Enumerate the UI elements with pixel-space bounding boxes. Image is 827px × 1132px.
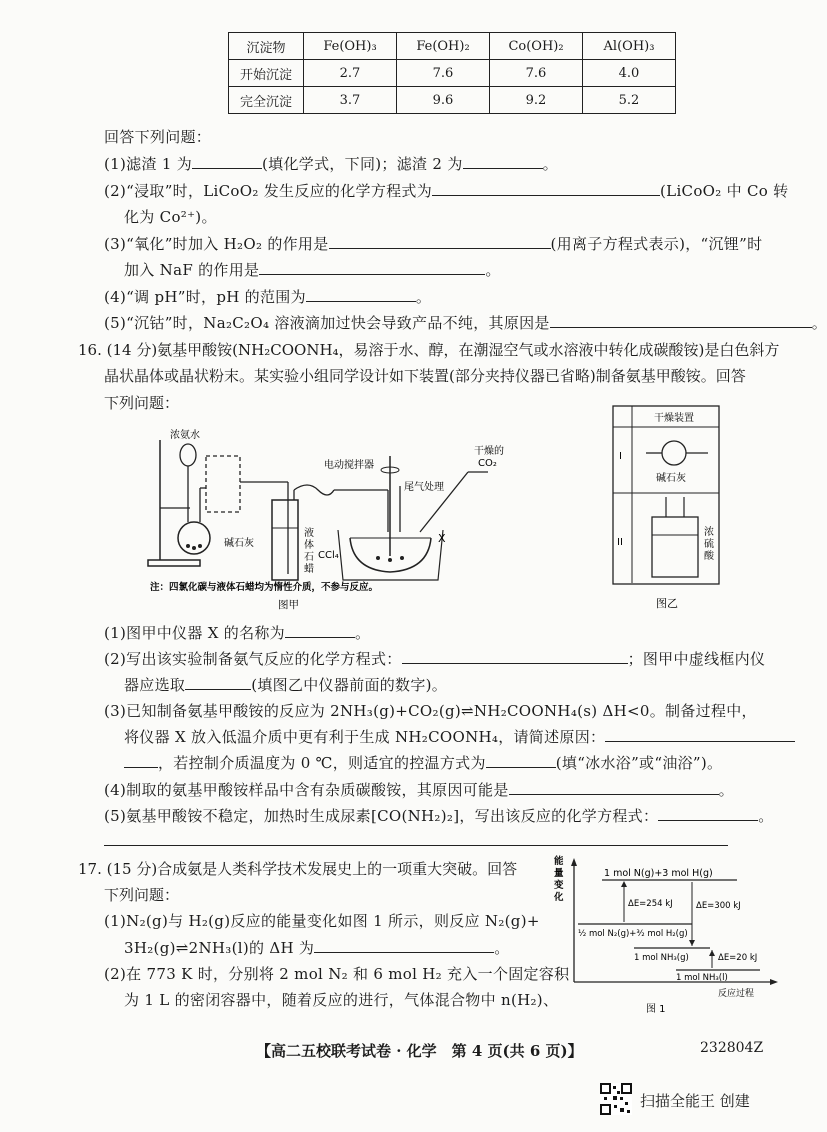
table-header-row [229, 33, 676, 60]
level-label: 1 mol N(g)+3 mol H(g) [604, 868, 713, 879]
q15-part2-text: (2)“浸取”时，LiCoO₂ 发生反应的化学方程式为 [104, 182, 433, 200]
table-cell: 9.6 [397, 87, 490, 114]
q16-part3-cont [124, 726, 795, 747]
label-dry-co2: CO₂ [478, 458, 497, 469]
q17-part2-cont: 为 1 L 的密闭容器中，随着反应的进行，气体混合物中 n(H₂)、 [124, 991, 559, 1009]
q17-part1-text: 3H₂(g)⇌2NH₃(l)的 ΔH 为 [124, 939, 315, 957]
answer-blank[interactable] [550, 313, 812, 328]
label-liquid: 体 [304, 540, 314, 551]
q15-part1-text: 。 [542, 155, 558, 173]
figure-apparatus-yi [612, 405, 722, 620]
label-x: X [438, 532, 446, 545]
stand-base [148, 560, 200, 566]
q15-part3-text: (用离子方程式表示)，“沉锂”时 [550, 235, 763, 253]
level-label: 1 mol NH₃(l) [676, 973, 728, 983]
q16-part2-text: ；图甲中虚线框内仪 [627, 650, 766, 668]
table-cell: 2.7 [304, 60, 397, 87]
answer-blank[interactable] [463, 154, 543, 169]
table-header-cell: Fe(OH)₃ [304, 33, 397, 60]
figure-apparatus-jia [138, 420, 538, 620]
table-header-cell: Co(OH)₂ [490, 33, 583, 60]
q16-part5 [104, 805, 774, 826]
answer-blank[interactable] [605, 727, 795, 742]
table-row [229, 87, 676, 114]
precipitation-ph-table [228, 32, 676, 114]
q16-stem-line1: 16. (14 分)氨基甲酸铵(NH₂COONH₄，易溶于水、醇，在潮湿空气或水溶液中转化成碳酸铵)是白色斜方 [78, 341, 780, 359]
q15-part1-text: (1)滤渣 1 为 [104, 155, 193, 173]
figure-energy-diagram [552, 852, 782, 1020]
q15-part1-text: (填化学式，下同)；滤渣 2 为 [262, 155, 463, 173]
label-sodalime: 碱石灰 [656, 473, 686, 484]
label-liquid: 液 [304, 528, 314, 539]
answer-blank[interactable] [509, 780, 719, 795]
label-acid: 浓 [704, 527, 714, 538]
label-acid: 硫 [704, 539, 714, 550]
q15-part3-text: 。 [485, 261, 501, 279]
level-label: 1 mol NH₃(g) [634, 953, 689, 963]
x-axis-label: 反应过程 [718, 989, 755, 999]
drying-tube [662, 441, 686, 465]
qr-code-icon [600, 1083, 632, 1115]
page-footer: 【高二五校联考试卷 · 化学 第 4 页(共 6 页)】 [256, 1042, 583, 1060]
dashed-frame [206, 456, 240, 512]
q17-part1-cont [124, 937, 510, 958]
q16-stem-line3: 下列问题： [104, 394, 180, 412]
q17-stem-line2: 下列问题： [104, 886, 180, 904]
scanner-watermark: 扫描全能王 创建 [640, 1092, 750, 1110]
q16-stem-line2: 晶状晶体或晶状粉末。某实验小组同学设计如下装置(部分夹持仪器已省略)制备氨基甲酸铵。回答 [104, 367, 746, 385]
label-dry-co2: 干燥的 [474, 446, 504, 457]
q16-part5-text: (5)氨基甲酸铵不稳定，加热时生成尿素[CO(NH₂)₂]，写出该反应的化学方程式： [104, 807, 659, 825]
q15-intro: 回答下列问题： [104, 128, 212, 146]
answer-blank[interactable] [192, 154, 262, 169]
answer-blank[interactable] [185, 675, 251, 690]
table-cell: 4.0 [583, 60, 676, 87]
roman-two: II [617, 537, 623, 548]
q17-part2: (2)在 773 K 时，分别将 2 mol N₂ 和 6 mol H₂ 充入一个固定容积 [104, 965, 570, 983]
q16-part4 [104, 779, 734, 800]
table-header-cell: 沉淀物 [229, 33, 304, 60]
bubbler-bottle [272, 500, 298, 580]
table-header-cell: Al(OH)₃ [583, 33, 676, 60]
q16-part3-text: 将仪器 X 放入低温介质中更有利于生成 NH₂COONH₄，请简述原因： [124, 728, 606, 746]
answer-blank[interactable] [285, 623, 355, 638]
q16-part1-text: (1)图甲中仪器 X 的名称为 [104, 624, 285, 642]
q16-part3-cont [124, 752, 722, 773]
q16-part5-cont [104, 831, 728, 850]
q16-part2-cont [124, 674, 447, 695]
answer-blank[interactable] [658, 806, 758, 821]
q15-part3-text: (3)“氧化”时加入 H₂O₂ 的作用是 [104, 235, 329, 253]
label-tail-gas: 尾气处理 [404, 482, 444, 493]
answer-blank[interactable] [306, 287, 416, 302]
delta-e-label: ΔE=254 kJ [628, 899, 673, 909]
answer-blank[interactable] [259, 260, 485, 275]
answer-blank[interactable] [432, 181, 660, 196]
q16-part4-text: (4)制取的氨基甲酸铵样品中含有杂质碳酸铵，其原因可能是 [104, 781, 509, 799]
q15-part2-cont: 化为 Co²⁺)。 [124, 208, 217, 226]
y-axis-label: 化 [554, 892, 564, 903]
label-ccl4: CCl₄ [318, 550, 339, 561]
y-axis-label: 量 [554, 868, 564, 879]
table-cell: 完全沉淀 [229, 87, 304, 114]
q15-part3-text: 加入 NaF 的作用是 [124, 261, 260, 279]
q15-part2-text: (LiCoO₂ 中 Co 转 [660, 182, 789, 200]
washing-bottle [652, 517, 698, 577]
q16-part3-text: ，若控制介质温度为 0 ℃，则适宜的控温方式为 [158, 754, 486, 772]
q15-part5 [104, 312, 827, 333]
q16-part2-text: (填图乙中仪器前面的数字)。 [251, 676, 448, 694]
table-cell: 7.6 [490, 60, 583, 87]
answer-blank[interactable] [486, 753, 556, 768]
delta-e-label: ΔE=300 kJ [696, 901, 741, 911]
table-header-cell: Fe(OH)₂ [397, 33, 490, 60]
q16-part5-text: 。 [758, 807, 774, 825]
figure-caption: 图 1 [646, 1004, 666, 1015]
q16-part1 [104, 622, 370, 643]
q15-part4-text: 。 [415, 288, 432, 306]
answer-blank[interactable] [329, 234, 551, 249]
q16-part4-text: 。 [718, 781, 734, 799]
table-cell: 7.6 [397, 60, 490, 87]
q15-part5-text: (5)“沉钴”时，Na₂C₂O₄ 溶液滴加过快会导致产品不纯，其原因是 [104, 314, 550, 332]
q15-part5-text: 。 [811, 314, 827, 332]
roman-one: I [619, 451, 622, 462]
q15-part1 [104, 153, 558, 174]
q16-part1-text: 。 [354, 624, 371, 642]
q17-stem-line1: 17. (15 分)合成氨是人类科学技术发展史上的一项重大突破。回答 [78, 860, 518, 878]
label-liquid: 石 [304, 552, 314, 563]
table-cell: 开始沉淀 [229, 60, 304, 87]
q17-part1-text: 。 [494, 939, 510, 957]
table-row [229, 60, 676, 87]
label-acid: 酸 [704, 551, 714, 562]
answer-blank[interactable] [402, 649, 628, 664]
table-cell: 9.2 [490, 87, 583, 114]
answer-blank[interactable] [104, 831, 728, 846]
figure-note: 注：四氯化碳与液体石蜡均为惰性介质，不参与反应。 [150, 582, 379, 593]
q15-part4 [104, 286, 431, 307]
y-axis-label: 变 [554, 880, 564, 891]
q16-part3-text: (填“冰水浴”或“油浴”)。 [555, 754, 723, 772]
q15-part3-cont [124, 259, 501, 280]
figure-caption: 图乙 [656, 597, 678, 610]
label-liquid: 蜡 [304, 564, 314, 575]
answer-blank[interactable] [314, 938, 494, 953]
table-cell: 3.7 [304, 87, 397, 114]
label-sodalime: 碱石灰 [224, 538, 254, 549]
y-axis-label: 能 [554, 856, 564, 867]
delta-e-label: ΔE=20 kJ [718, 953, 758, 963]
q16-part2-text: 器应选取 [124, 676, 186, 694]
q15-part2 [104, 180, 788, 201]
label-ammonia: 浓氨水 [170, 430, 200, 441]
q15-part3 [104, 233, 762, 254]
q15-part4-text: (4)“调 pH”时，pH 的范围为 [104, 288, 306, 306]
label-stirrer: 电动搅拌器 [324, 460, 374, 471]
q16-part2 [104, 648, 765, 669]
figure-caption: 图甲 [278, 599, 299, 611]
level-label: ½ mol N₂(g)+³⁄₂ mol H₂(g) [578, 929, 688, 939]
answer-blank[interactable] [124, 753, 158, 768]
table-cell: 5.2 [583, 87, 676, 114]
exam-code: 232804Z [700, 1040, 764, 1056]
drying-title: 干燥装置 [654, 413, 694, 424]
q17-part1: (1)N₂(g)与 H₂(g)反应的能量变化如图 1 所示，则反应 N₂(g)+ [104, 912, 540, 930]
q16-part2-text: (2)写出该实验制备氨气反应的化学方程式： [104, 650, 402, 668]
q16-part3: (3)已知制备氨基甲酸铵的反应为 2NH₃(g)+CO₂(g)⇌NH₂COONH₄(s) ΔH<0。制备过程中， [104, 702, 757, 720]
dropping-funnel [180, 444, 196, 466]
